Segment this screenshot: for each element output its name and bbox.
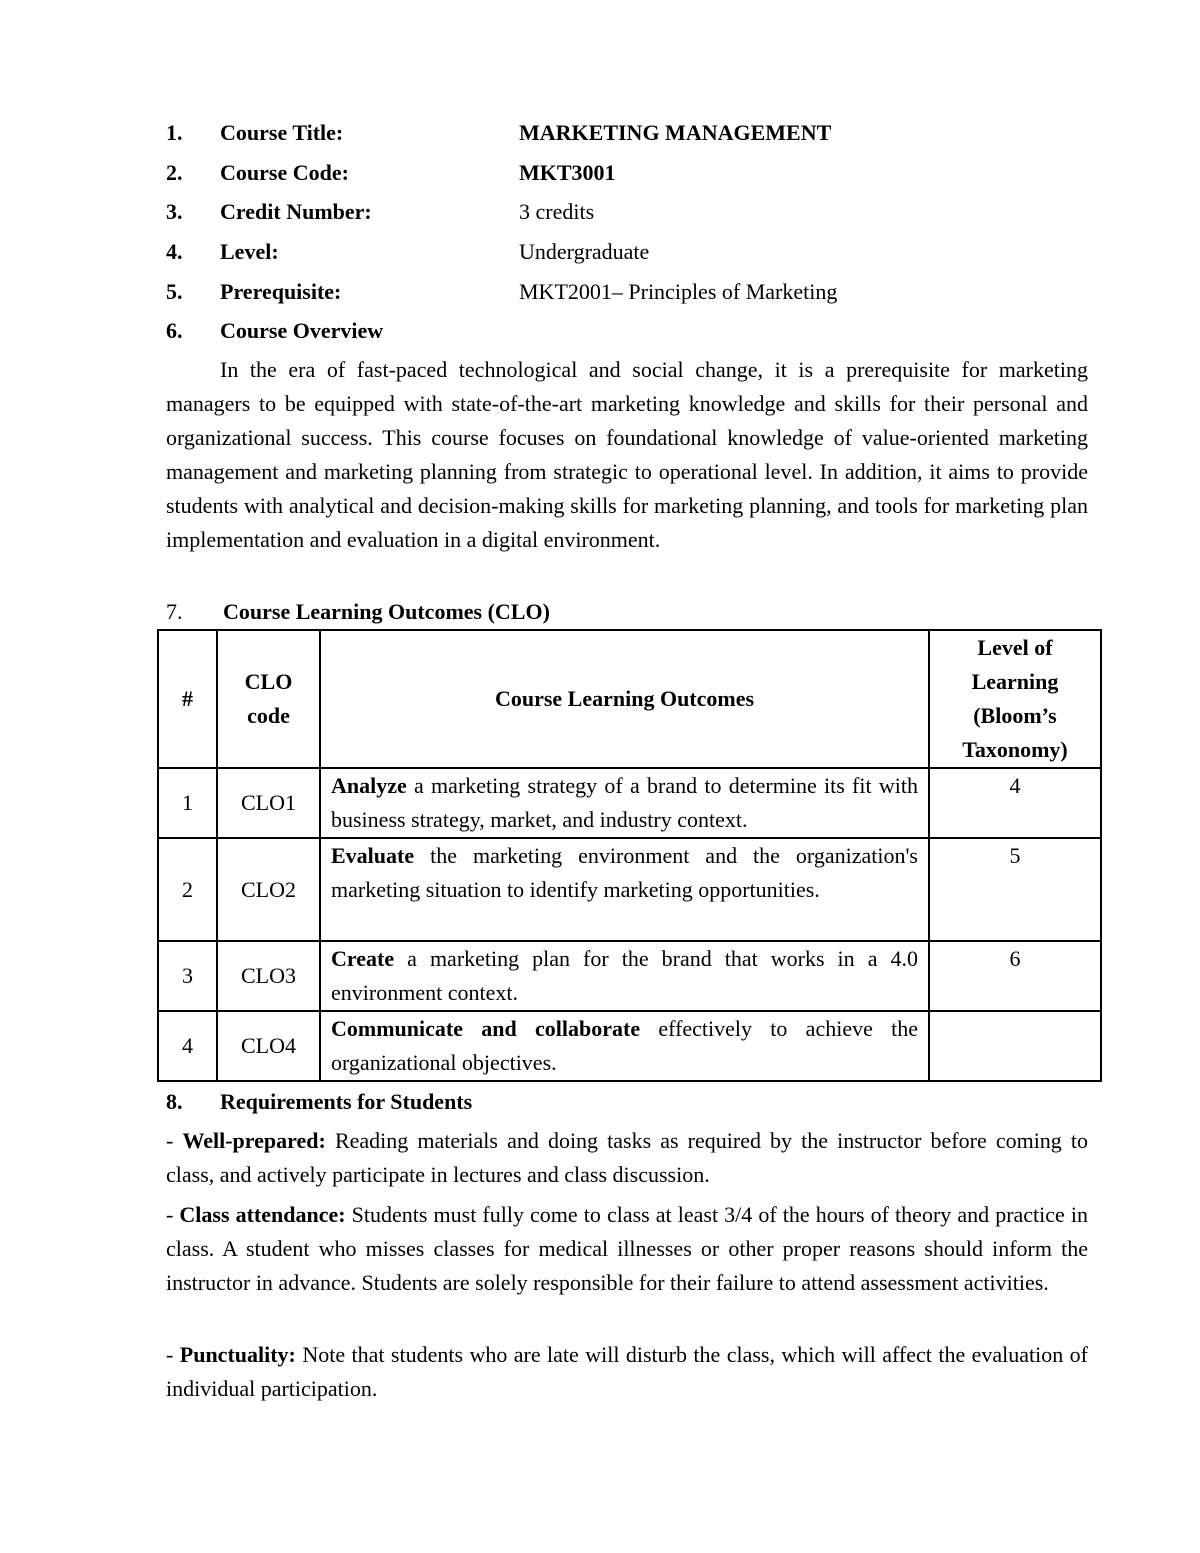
table-row <box>158 768 1101 838</box>
section-number: 7. <box>166 599 183 624</box>
credit-number-label: Credit Number: <box>220 199 372 224</box>
section-number: 6. <box>166 318 183 343</box>
section-title: Requirements for Students <box>220 1089 473 1114</box>
outcome-verb: Evaluate <box>331 843 415 868</box>
requirement-well-prepared <box>166 1124 1088 1192</box>
level-value: 5 <box>929 838 1101 941</box>
course-title-label: Course Title: <box>220 120 344 145</box>
section-title: Course Overview <box>220 318 384 343</box>
requirement-label: Punctuality: <box>179 1342 296 1367</box>
item-number: 3. <box>166 199 183 224</box>
requirement-text: Reading materials and doing tasks as required by the instructor before coming to class, and actively participate in lectures and class discussion. <box>166 1128 1089 1187</box>
outcome-text: the marketing environment and the organization's marketing situation to identify marketing opportunities. <box>331 843 918 902</box>
table-row <box>158 941 1101 1011</box>
bullet-dash: - <box>166 1202 180 1227</box>
row-number: 4 <box>158 1011 217 1081</box>
table-row <box>158 838 1101 941</box>
prerequisite-label: Prerequisite: <box>220 279 342 304</box>
course-code-label: Course Code: <box>220 160 349 185</box>
outcome-cell <box>320 1011 929 1081</box>
requirement-punctuality <box>166 1338 1088 1406</box>
outcome-verb: Create <box>331 946 395 971</box>
requirement-text: Students must fully come to class at least 3/4 of the hours of theory and practice in class. A student who misses classes for medical illnesses or other proper reasons should inform the instructor in advance. Students are solely responsible for their failure to attend assessment activities. <box>166 1202 1088 1295</box>
level-label: Level: <box>220 239 279 264</box>
table-header-row <box>158 630 1101 768</box>
clo-table <box>157 629 1102 1082</box>
outcome-text: effectively to achieve the organizational objectives. <box>331 1016 919 1075</box>
outcome-cell <box>320 941 929 1011</box>
item-number: 5. <box>166 279 183 304</box>
outcome-cell <box>320 838 929 941</box>
outcome-text: a marketing strategy of a brand to determine its fit with business strategy, market, and industry context. <box>331 773 918 832</box>
header-clo-code: CLO code <box>217 630 320 768</box>
level-value: 6 <box>929 941 1101 1011</box>
credit-number-value: 3 credits <box>519 199 595 224</box>
level-value: Undergraduate <box>519 239 650 264</box>
outcome-text: a marketing plan for the brand that works in a 4.0 environment context. <box>331 946 918 1005</box>
requirement-class-attendance <box>166 1198 1088 1300</box>
level-value <box>929 1011 1101 1081</box>
row-number: 2 <box>158 838 217 941</box>
requirement-label: Class attendance: <box>179 1202 346 1227</box>
header-outcomes: Course Learning Outcomes <box>320 630 929 768</box>
course-title-value: MARKETING MANAGEMENT <box>519 120 832 145</box>
outcome-verb: Communicate and collaborate <box>331 1016 641 1041</box>
level-value: 4 <box>929 768 1101 838</box>
course-code-value: MKT3001 <box>519 160 616 185</box>
course-overview-text: In the era of fast-paced technological and social change, it is a prerequisite for marketing managers to be equipped with state-of-the-art marketing knowledge and skills for their personal and organizational success. This course focuses on foundational knowledge of value-oriented marketing management and marketing planning from strategic to operational level. In addition, it aims to provide students with analytical and decision-making skills for marketing planning, and tools for marketing plan implementation and evaluation in a digital environment. <box>166 357 1088 552</box>
clo-code: CLO1 <box>217 768 320 838</box>
row-number: 1 <box>158 768 217 838</box>
section-number: 8. <box>166 1089 183 1114</box>
requirement-text: Note that students who are late will disturb the class, which will affect the evaluation of individual participation. <box>166 1342 1089 1401</box>
bullet-dash: - <box>166 1342 180 1367</box>
item-number: 2. <box>166 160 183 185</box>
item-number: 1. <box>166 120 183 145</box>
header-number: # <box>158 630 217 768</box>
outcome-verb: Analyze <box>331 773 407 798</box>
outcome-cell <box>320 768 929 838</box>
header-level: Level of Learning (Bloom’s Taxonomy) <box>929 630 1101 768</box>
clo-code: CLO2 <box>217 838 320 941</box>
item-number: 4. <box>166 239 183 264</box>
requirement-label: Well-prepared: <box>182 1128 326 1153</box>
clo-code: CLO3 <box>217 941 320 1011</box>
prerequisite-value: MKT2001– Principles of Marketing <box>519 279 838 304</box>
clo-code: CLO4 <box>217 1011 320 1081</box>
table-row <box>158 1011 1101 1081</box>
row-number: 3 <box>158 941 217 1011</box>
section-title: Course Learning Outcomes (CLO) <box>223 599 550 624</box>
bullet-dash: - <box>166 1128 183 1153</box>
